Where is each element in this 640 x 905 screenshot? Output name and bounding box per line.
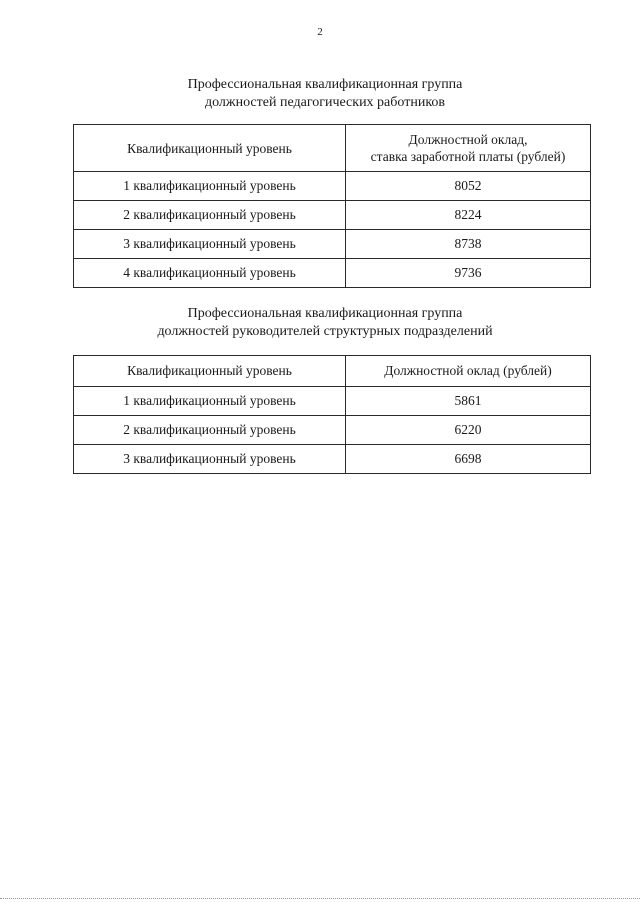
page-number: 2	[317, 26, 323, 38]
column-header-level: Квалификационный уровень	[74, 356, 346, 387]
salary-cell: 6698	[346, 445, 591, 474]
salary-cell: 8224	[346, 201, 591, 230]
table-row	[74, 230, 591, 259]
level-cell: 2 квалификационный уровень	[74, 201, 346, 230]
column-header-salary	[346, 125, 591, 172]
level-cell: 4 квалификационный уровень	[74, 259, 346, 288]
table-header-row	[74, 356, 591, 387]
salary-cell: 8052	[346, 172, 591, 201]
table-row	[74, 201, 591, 230]
group-title-line: Профессиональная квалификационная группа	[187, 77, 463, 92]
group-title-line: должностей педагогических работников	[204, 95, 446, 110]
level-cell: 3 квалификационный уровень	[74, 230, 346, 259]
page-bottom-edge	[0, 898, 640, 899]
salary-cell: 5861	[346, 387, 591, 416]
column-header-level: Квалификационный уровень	[74, 125, 346, 172]
level-cell: 3 квалификационный уровень	[74, 445, 346, 474]
salary-table-managers	[73, 355, 591, 474]
table-row	[74, 259, 591, 288]
salary-table-pedagogical	[73, 124, 591, 288]
group-title-managers	[0, 305, 640, 341]
salary-cell: 9736	[346, 259, 591, 288]
level-cell: 1 квалификационный уровень	[74, 387, 346, 416]
table-row	[74, 387, 591, 416]
table-header-row	[74, 125, 591, 172]
table-row	[74, 416, 591, 445]
column-header-salary-line: ставка заработной платы (рублей)	[370, 149, 566, 164]
table-row	[74, 445, 591, 474]
level-cell: 1 квалификационный уровень	[74, 172, 346, 201]
salary-cell: 6220	[346, 416, 591, 445]
group-title-line: должностей руководителей структурных подразделений	[157, 324, 493, 339]
salary-cell: 8738	[346, 230, 591, 259]
column-header-salary-line: Должностной оклад,	[408, 132, 528, 147]
level-cell: 2 квалификационный уровень	[74, 416, 346, 445]
group-title-pedagogical	[0, 76, 640, 112]
column-header-salary: Должностной оклад (рублей)	[346, 356, 591, 387]
group-title-line: Профессиональная квалификационная группа	[187, 306, 463, 321]
table-row	[74, 172, 591, 201]
